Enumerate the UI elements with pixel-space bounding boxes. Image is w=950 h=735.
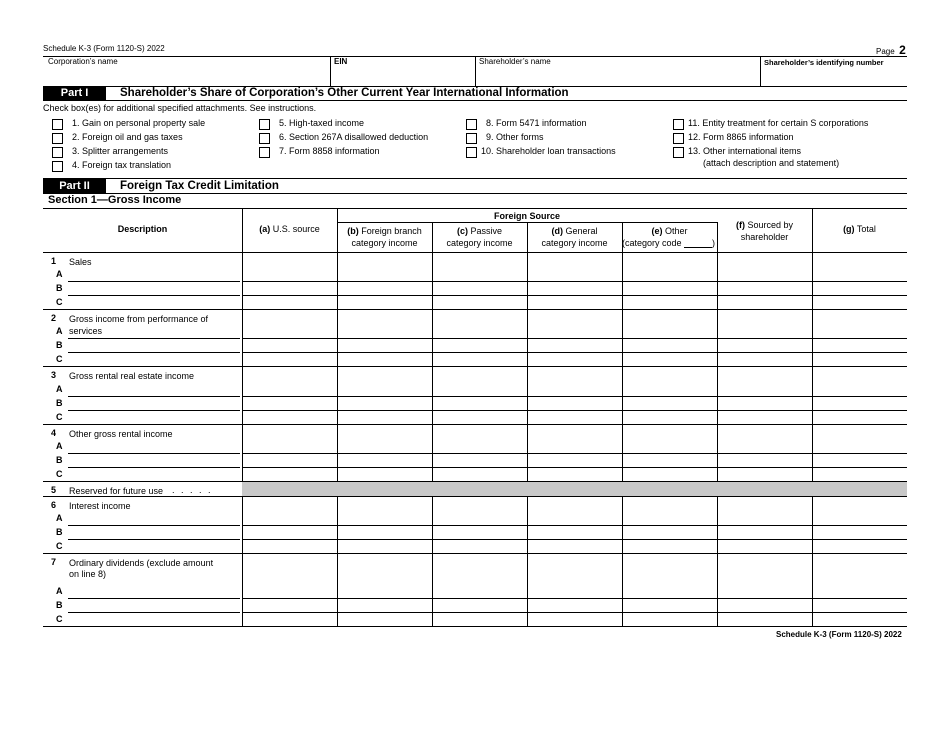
amount-cell[interactable] bbox=[813, 339, 907, 351]
amount-cell[interactable] bbox=[528, 526, 622, 538]
amount-cell[interactable] bbox=[243, 512, 337, 524]
checkbox-label-10: 10. Shareholder loan transactions bbox=[481, 146, 616, 156]
amount-cell[interactable] bbox=[813, 613, 907, 625]
amount-cell[interactable] bbox=[433, 454, 527, 466]
amount-cell[interactable] bbox=[338, 440, 432, 452]
amount-cell[interactable] bbox=[528, 454, 622, 466]
sub-label: A bbox=[56, 513, 63, 523]
page-number-value: 2 bbox=[899, 43, 906, 57]
amount-cell[interactable] bbox=[718, 599, 812, 611]
amount-cell[interactable] bbox=[813, 512, 907, 524]
amount-cell[interactable] bbox=[243, 599, 337, 611]
amount-cell[interactable] bbox=[813, 397, 907, 409]
amount-cell[interactable] bbox=[528, 599, 622, 611]
amount-cell[interactable] bbox=[433, 296, 527, 308]
footer-form-title: Schedule K-3 (Form 1120-S) 2022 bbox=[776, 630, 902, 639]
line-number-7: 7 bbox=[51, 557, 57, 567]
line-label-5: Reserved for future use bbox=[69, 486, 164, 496]
checkbox-label-8: 8. Form 5471 information bbox=[486, 118, 587, 128]
description-entry-line bbox=[68, 338, 240, 339]
sub-label: B bbox=[56, 600, 63, 610]
sub-label: A bbox=[56, 269, 63, 279]
amount-cell[interactable] bbox=[433, 512, 527, 524]
amount-cell[interactable] bbox=[718, 585, 812, 597]
amount-cell[interactable] bbox=[338, 526, 432, 538]
line-number-6: 6 bbox=[51, 500, 57, 510]
col-b-header: (b) Foreign branch category income bbox=[347, 226, 422, 248]
line-label-2: Gross income from performance of services bbox=[69, 314, 209, 336]
amount-cell[interactable] bbox=[338, 599, 432, 611]
description-entry-line bbox=[68, 525, 240, 526]
checkbox-label-4: 4. Foreign tax translation bbox=[72, 160, 172, 170]
amount-cell[interactable] bbox=[338, 282, 432, 294]
col-a-header: (a) U.S. source bbox=[259, 224, 320, 234]
amount-cell[interactable] bbox=[243, 397, 337, 409]
amount-cell[interactable] bbox=[813, 325, 907, 337]
amount-cell[interactable] bbox=[623, 526, 717, 538]
checkbox-label-11: 11. Entity treatment for certain S corporations bbox=[688, 118, 869, 128]
amount-cell[interactable] bbox=[528, 585, 622, 597]
col-description-header: Description bbox=[117, 224, 168, 234]
sub-label: B bbox=[56, 527, 63, 537]
amount-cell[interactable] bbox=[528, 282, 622, 294]
amount-cell[interactable] bbox=[243, 383, 337, 395]
line-label-7: Ordinary dividends (exclude amount bbox=[69, 558, 214, 568]
sub-label: B bbox=[56, 340, 63, 350]
amount-cell[interactable] bbox=[338, 454, 432, 466]
amount-cell[interactable] bbox=[718, 383, 812, 395]
amount-cell[interactable] bbox=[623, 468, 717, 480]
amount-cell[interactable] bbox=[813, 526, 907, 538]
amount-cell[interactable] bbox=[243, 282, 337, 294]
amount-cell[interactable] bbox=[813, 353, 907, 365]
part2-tag: Part II bbox=[43, 179, 106, 194]
amount-cell[interactable] bbox=[433, 585, 527, 597]
checkbox-label-2: 2. Foreign oil and gas taxes bbox=[72, 132, 183, 142]
sub-label: C bbox=[56, 614, 63, 624]
amount-cell[interactable] bbox=[528, 339, 622, 351]
amount-cell[interactable] bbox=[528, 325, 622, 337]
leader-dots: . . . . . bbox=[172, 485, 213, 495]
amount-cell[interactable] bbox=[718, 540, 812, 552]
checkbox-label-5: 5. High-taxed income bbox=[279, 118, 365, 128]
amount-cell[interactable] bbox=[528, 512, 622, 524]
amount-cell[interactable] bbox=[433, 613, 527, 625]
amount-cell[interactable] bbox=[623, 599, 717, 611]
part1-instruction: Check box(es) for additional specified attachments. See instructions. bbox=[43, 103, 317, 113]
amount-cell[interactable] bbox=[243, 353, 337, 365]
amount-cell[interactable] bbox=[433, 526, 527, 538]
amount-cell[interactable] bbox=[433, 339, 527, 351]
section1-title: Section 1—Gross Income bbox=[48, 194, 182, 206]
amount-cell[interactable] bbox=[718, 440, 812, 452]
amount-cell[interactable] bbox=[623, 353, 717, 365]
line-bottom-rule bbox=[43, 366, 907, 367]
amount-cell[interactable] bbox=[433, 383, 527, 395]
amount-cell[interactable] bbox=[338, 512, 432, 524]
amount-cell[interactable] bbox=[623, 339, 717, 351]
reserved-row-shade bbox=[242, 482, 907, 496]
amount-cell[interactable] bbox=[338, 268, 432, 280]
amount-cell[interactable] bbox=[243, 454, 337, 466]
amount-cell[interactable] bbox=[623, 512, 717, 524]
line-bottom-rule bbox=[43, 626, 907, 627]
amount-cell[interactable] bbox=[813, 468, 907, 480]
amount-cell[interactable] bbox=[338, 325, 432, 337]
amount-cell[interactable] bbox=[718, 613, 812, 625]
sub-label: B bbox=[56, 398, 63, 408]
amount-cell[interactable] bbox=[243, 613, 337, 625]
amount-cell[interactable] bbox=[243, 468, 337, 480]
amount-cell[interactable] bbox=[243, 411, 337, 423]
amount-cell[interactable] bbox=[528, 613, 622, 625]
description-entry-line bbox=[68, 281, 240, 282]
amount-cell[interactable] bbox=[433, 353, 527, 365]
amount-cell[interactable] bbox=[528, 468, 622, 480]
amount-cell[interactable] bbox=[623, 411, 717, 423]
amount-cell[interactable] bbox=[813, 599, 907, 611]
col-c-header: (c) Passive category income bbox=[446, 226, 513, 248]
amount-cell[interactable] bbox=[623, 268, 717, 280]
foreign-source-header: Foreign Source bbox=[493, 211, 560, 221]
amount-cell[interactable] bbox=[338, 383, 432, 395]
amount-cell[interactable] bbox=[718, 397, 812, 409]
checkbox-label-12: 12. Form 8865 information bbox=[688, 132, 794, 142]
line-bottom-rule bbox=[43, 553, 907, 554]
sub-label: C bbox=[56, 412, 63, 422]
col-f-header: (f) Sourced by shareholder bbox=[735, 220, 794, 242]
amount-cell[interactable] bbox=[338, 397, 432, 409]
description-entry-line bbox=[68, 598, 240, 599]
sub-label: B bbox=[56, 283, 63, 293]
amount-cell[interactable] bbox=[813, 282, 907, 294]
amount-cell[interactable] bbox=[338, 613, 432, 625]
amount-cell[interactable] bbox=[718, 325, 812, 337]
shareholder-id-label: Shareholder’s identifying number bbox=[764, 58, 884, 67]
amount-cell[interactable] bbox=[623, 454, 717, 466]
amount-cell[interactable] bbox=[623, 383, 717, 395]
amount-cell[interactable] bbox=[433, 268, 527, 280]
line-bottom-rule bbox=[43, 309, 907, 310]
col-e-header: (e) Other (category code ) bbox=[622, 226, 715, 248]
description-entry-line bbox=[68, 539, 240, 540]
sub-label: A bbox=[56, 441, 63, 451]
part2-title: Foreign Tax Credit Limitation bbox=[120, 180, 279, 192]
amount-cell[interactable] bbox=[813, 296, 907, 308]
amount-cell[interactable] bbox=[243, 440, 337, 452]
amount-cell[interactable] bbox=[813, 440, 907, 452]
amount-cell[interactable] bbox=[338, 296, 432, 308]
amount-cell[interactable] bbox=[623, 585, 717, 597]
part1-tag: Part I bbox=[43, 86, 106, 101]
amount-cell[interactable] bbox=[813, 268, 907, 280]
line-label-1: Sales bbox=[69, 257, 92, 267]
amount-cell[interactable] bbox=[243, 540, 337, 552]
amount-cell[interactable] bbox=[718, 339, 812, 351]
description-entry-line bbox=[68, 410, 240, 411]
sub-label: A bbox=[56, 586, 63, 596]
line-number-5: 5 bbox=[51, 485, 57, 495]
sub-label: C bbox=[56, 541, 63, 551]
amount-cell[interactable] bbox=[813, 540, 907, 552]
amount-cell[interactable] bbox=[528, 540, 622, 552]
amount-cell[interactable] bbox=[433, 599, 527, 611]
amount-cell[interactable] bbox=[813, 383, 907, 395]
sub-label: C bbox=[56, 469, 63, 479]
description-entry-line bbox=[68, 467, 240, 468]
amount-cell[interactable] bbox=[433, 468, 527, 480]
amount-cell[interactable] bbox=[623, 540, 717, 552]
line-number-2: 2 bbox=[51, 313, 57, 323]
amount-cell[interactable] bbox=[338, 540, 432, 552]
sub-label: C bbox=[56, 297, 63, 307]
line-number-4: 4 bbox=[51, 428, 57, 438]
amount-cell[interactable] bbox=[528, 397, 622, 409]
amount-cell[interactable] bbox=[433, 411, 527, 423]
shareholder-name-label: Shareholder’s name bbox=[479, 57, 551, 66]
amount-cell[interactable] bbox=[243, 585, 337, 597]
amount-cell[interactable] bbox=[813, 585, 907, 597]
amount-cell[interactable] bbox=[528, 268, 622, 280]
checkbox-label-7: 7. Form 8858 information bbox=[279, 146, 380, 156]
amount-cell[interactable] bbox=[718, 268, 812, 280]
checkbox-label-1: 1. Gain on personal property sale bbox=[72, 118, 206, 128]
amount-cell[interactable] bbox=[338, 585, 432, 597]
line-label-6: Interest income bbox=[69, 501, 131, 511]
checkbox-label-13: 13. Other international items bbox=[688, 146, 802, 156]
description-entry-line bbox=[68, 352, 240, 353]
amount-cell[interactable] bbox=[243, 526, 337, 538]
amount-cell[interactable] bbox=[718, 512, 812, 524]
amount-cell[interactable] bbox=[813, 411, 907, 423]
line-label-7-cont: on line 8) bbox=[69, 569, 107, 579]
amount-cell[interactable] bbox=[813, 454, 907, 466]
amount-cell[interactable] bbox=[528, 383, 622, 395]
amount-cell[interactable] bbox=[623, 440, 717, 452]
amount-cell[interactable] bbox=[718, 411, 812, 423]
col-g-header: (g) Total bbox=[843, 224, 876, 234]
sub-label: C bbox=[56, 354, 63, 364]
amount-cell[interactable] bbox=[718, 296, 812, 308]
description-entry-line bbox=[68, 295, 240, 296]
description-entry-line bbox=[68, 612, 240, 613]
line-label-3: Gross rental real estate income bbox=[69, 371, 195, 381]
col-d-header: (d) General category income bbox=[541, 226, 608, 248]
amount-cell[interactable] bbox=[718, 526, 812, 538]
line-bottom-rule bbox=[43, 496, 907, 497]
amount-cell[interactable] bbox=[718, 468, 812, 480]
line-bottom-rule bbox=[43, 424, 907, 425]
amount-cell[interactable] bbox=[528, 440, 622, 452]
amount-cell[interactable] bbox=[623, 325, 717, 337]
amount-cell[interactable] bbox=[243, 268, 337, 280]
header-bottom-rule bbox=[43, 252, 907, 253]
part1-title: Shareholder’s Share of Corporation’s Other Current Year International Information bbox=[120, 87, 569, 99]
amount-cell[interactable] bbox=[623, 296, 717, 308]
amount-cell[interactable] bbox=[243, 339, 337, 351]
ein-label: EIN bbox=[334, 57, 348, 66]
line-number-3: 3 bbox=[51, 370, 57, 380]
amount-cell[interactable] bbox=[718, 353, 812, 365]
sub-label: A bbox=[56, 384, 63, 394]
sub-label: B bbox=[56, 455, 63, 465]
amount-cell[interactable] bbox=[528, 296, 622, 308]
amount-cell[interactable] bbox=[433, 397, 527, 409]
amount-cell[interactable] bbox=[338, 353, 432, 365]
amount-cell[interactable] bbox=[623, 282, 717, 294]
line-label-4: Other gross rental income bbox=[69, 429, 173, 439]
form-title-header: Schedule K-3 (Form 1120-S) 2022 bbox=[43, 44, 165, 53]
amount-cell[interactable] bbox=[338, 411, 432, 423]
amount-cell[interactable] bbox=[433, 325, 527, 337]
description-entry-line bbox=[68, 453, 240, 454]
amount-cell[interactable] bbox=[623, 397, 717, 409]
amount-cell[interactable] bbox=[528, 411, 622, 423]
amount-cell[interactable] bbox=[528, 353, 622, 365]
amount-cell[interactable] bbox=[433, 440, 527, 452]
amount-cell[interactable] bbox=[623, 613, 717, 625]
amount-cell[interactable] bbox=[718, 282, 812, 294]
amount-cell[interactable] bbox=[433, 282, 527, 294]
amount-cell[interactable] bbox=[718, 454, 812, 466]
description-entry-line bbox=[68, 396, 240, 397]
amount-cell[interactable] bbox=[433, 540, 527, 552]
amount-cell[interactable] bbox=[243, 296, 337, 308]
amount-cell[interactable] bbox=[338, 468, 432, 480]
checkbox-label-6: 6. Section 267A disallowed deduction bbox=[279, 132, 429, 142]
checkbox-label-3: 3. Splitter arrangements bbox=[72, 146, 169, 156]
line-number-1: 1 bbox=[51, 256, 57, 266]
corporation-name-label: Corporation’s name bbox=[48, 57, 118, 66]
checkbox-label-9: 9. Other forms bbox=[486, 132, 544, 142]
page-label: Page bbox=[876, 47, 895, 56]
amount-cell[interactable] bbox=[338, 339, 432, 351]
amount-cell[interactable] bbox=[243, 325, 337, 337]
sub-label: A bbox=[56, 326, 63, 336]
table-top-rule bbox=[43, 208, 907, 209]
checkbox-13-note: (attach description and statement) bbox=[703, 158, 840, 168]
